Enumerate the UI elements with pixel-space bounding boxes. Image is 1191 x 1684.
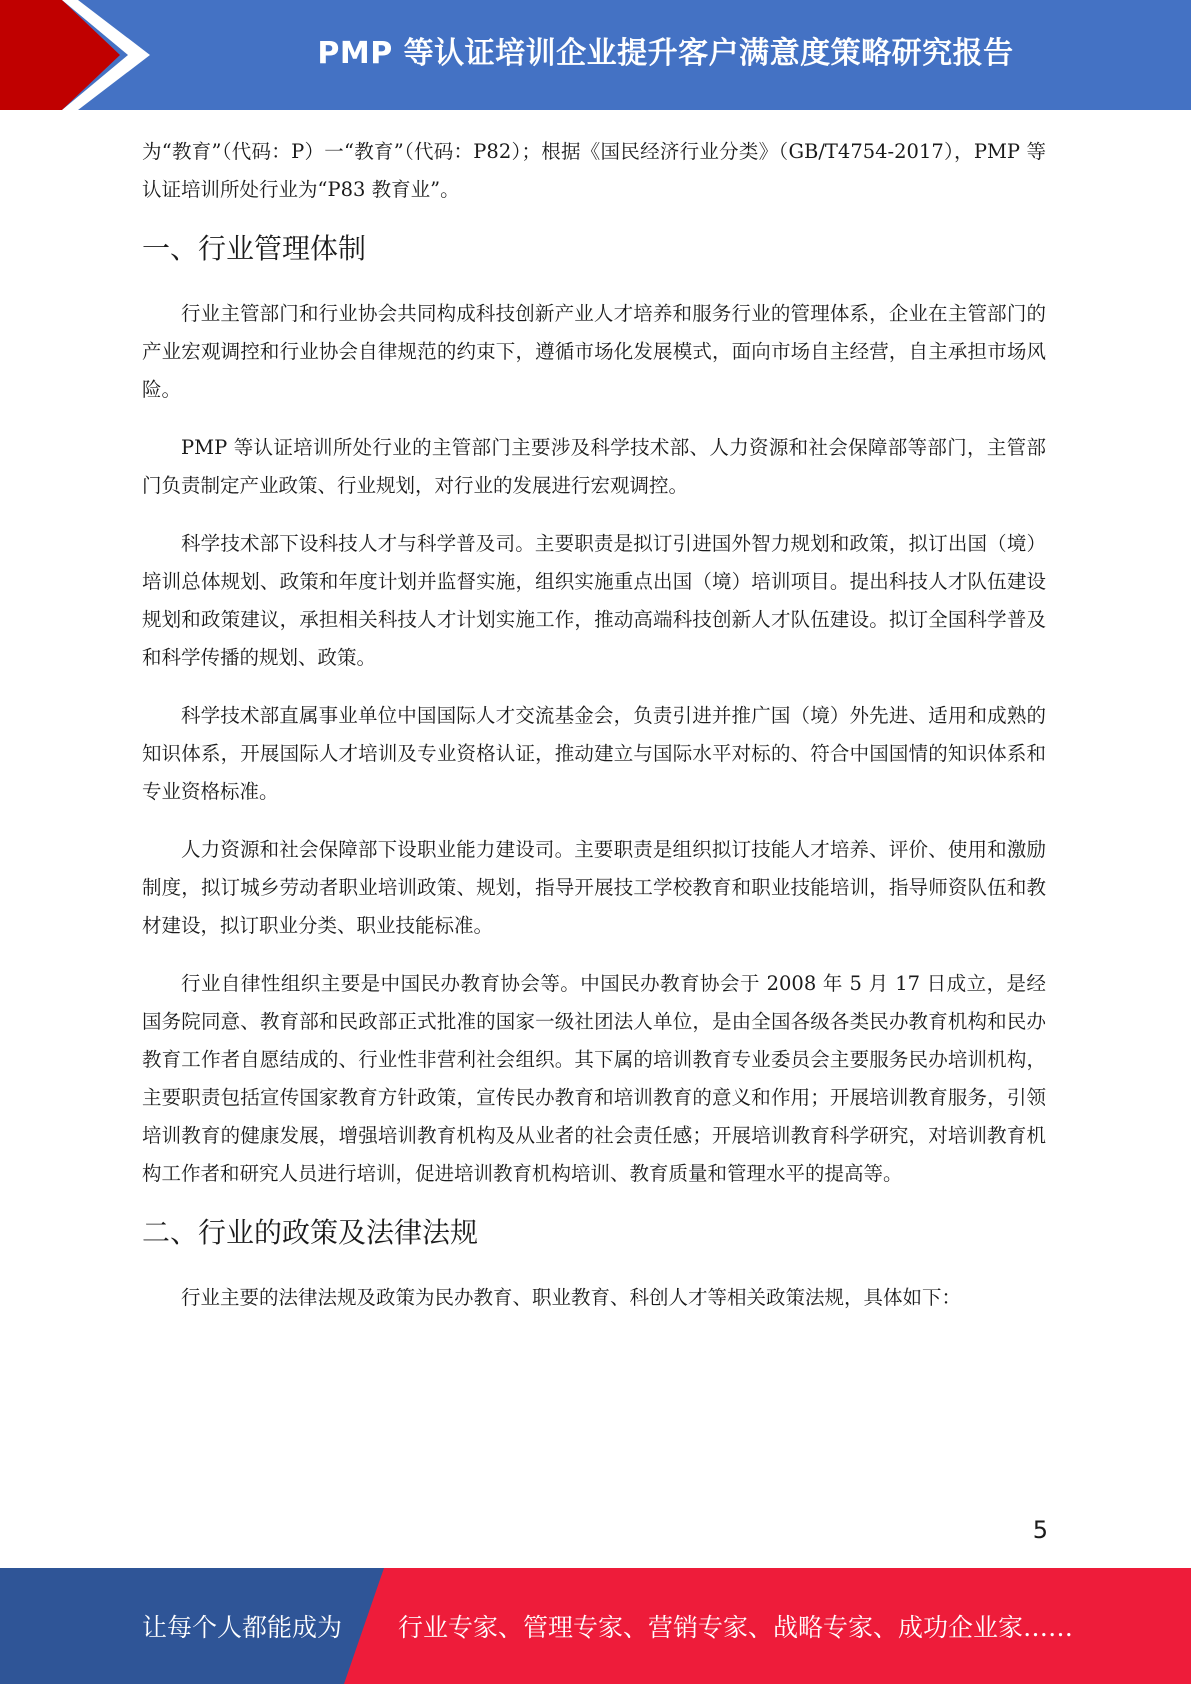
page-number: 5 (1032, 1516, 1048, 1544)
footer-slogan-left: 让每个人都能成为 (142, 1613, 343, 1642)
intro-paragraph: 为“教育”（代码：P）一“教育”（代码：P82）；根据《国民经济行业分类》（GB/T4754-2017），PMP 等认证培训所处行业为“P83 教育业”。 (142, 140, 1046, 201)
body-paragraph: 行业主管部门和行业协会共同构成科技创新产业人才培养和服务行业的管理体系，企业在主管部门的产业宏观调控和行业协会自律规范的约束下，遵循市场化发展模式，面向市场自主经营，自主承担市场风险。 (142, 302, 1046, 401)
body-paragraph: 行业主要的法律法规及政策为民办教育、职业教育、科创人才等相关政策法规，具体如下： (181, 1286, 962, 1309)
page-content (142, 133, 1046, 1337)
body-paragraph: PMP 等认证培训所处行业的主管部门主要涉及科学技术部、人力资源和社会保障部等部门，主管部门负责制定产业政策、行业规划，对行业的发展进行宏观调控。 (142, 436, 1046, 497)
body-paragraph: 科学技术部下设科技人才与科学普及司。主要职责是拟订引进国外智力规划和政策，拟订出国（境）培训总体规划、政策和年度计划并监督实施，组织实施重点出国（境）培训项目。提出科技人才队伍建设规划和政策建议，承担相关科技人才计划实施工作，推动高端科技创新人才队伍建设。拟订全国科学普及和科学传播的规划、政策。 (142, 532, 1046, 669)
page-header (0, 0, 1191, 110)
body-paragraph: 行业自律性组织主要是中国民办教育协会等。中国民办教育协会于 2008 年 5 月 17 日成立，是经国务院同意、教育部和民政部正式批准的国家一级社团法人单位，是由全国各级各类民办教育机构和民办教育工作者自愿结成的、行业性非营利社会组织。其下属的培训教育专业委员会主要服务民办培训机构，主要职责包括宣传国家教育方针政策，宣传民办教育和培训教育的意义和作用；开展培训教育服务，引领培训教育的健康发展，增强培训教育机构及从业者的社会责任感；开展培训教育科学研究，对培训教育机构工作者和研究人员进行培训，促进培训教育机构培训、教育质量和管理水平的提高等。 (142, 972, 1046, 1185)
section-heading-policy: 二、行业的政策及法律法规 (142, 1216, 479, 1249)
footer-slogan-right: 行业专家、管理专家、营销专家、战略专家、成功企业家…… (398, 1613, 1074, 1642)
header-arrow-graphic (0, 0, 160, 110)
page-footer (0, 1568, 1191, 1684)
report-title: PMP 等认证培训企业提升客户满意度策略研究报告 (317, 36, 1014, 71)
section-heading-management: 一、行业管理体制 (142, 232, 367, 265)
body-paragraph: 人力资源和社会保障部下设职业能力建设司。主要职责是组织拟订技能人才培养、评价、使用和激励制度，拟订城乡劳动者职业培训政策、规划，指导开展技工学校教育和职业技能培训，指导师资队伍和教材建设，拟订职业分类、职业技能标准。 (142, 838, 1046, 937)
body-paragraph: 科学技术部直属事业单位中国国际人才交流基金会，负责引进并推广国（境）外先进、适用和成熟的知识体系，开展国际人才培训及专业资格认证，推动建立与国际水平对标的、符合中国国情的知识体系和专业资格标准。 (142, 704, 1046, 803)
